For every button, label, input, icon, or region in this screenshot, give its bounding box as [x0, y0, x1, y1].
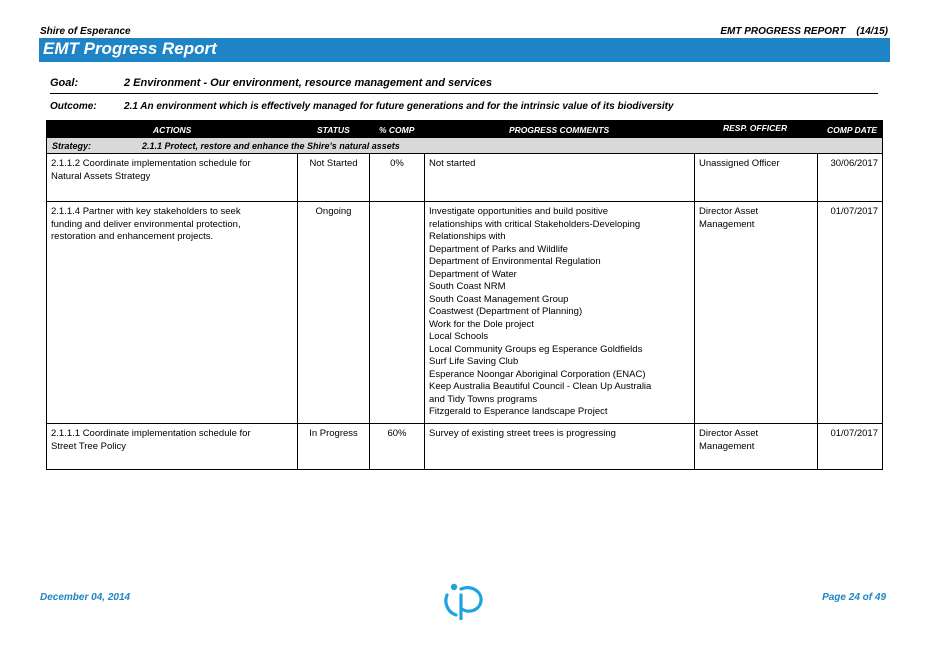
officer-cell	[695, 202, 818, 423]
outcome-label: Outcome:	[50, 101, 97, 112]
title-bar	[39, 38, 890, 62]
action-text: Street Tree Policy	[51, 440, 126, 452]
date-cell: 30/06/2017	[830, 158, 878, 169]
comment-line: Department of Water	[429, 268, 517, 280]
report-heading	[720, 26, 888, 37]
action-cell	[47, 424, 298, 469]
action-text: Natural Assets Strategy	[51, 170, 151, 182]
action-text: restoration and enhancement projects.	[51, 231, 214, 242]
status-cell: Ongoing	[298, 202, 370, 423]
officer-cell	[695, 424, 818, 469]
officer-text: Director Asset	[699, 206, 759, 217]
comments-cell	[425, 202, 695, 423]
outcome-line	[50, 101, 880, 115]
org-name: Shire of Esperance	[40, 26, 131, 37]
comment-line: Not started	[429, 158, 476, 169]
comments-cell	[425, 424, 695, 469]
status-cell: Not Started	[298, 154, 370, 201]
comment-line: Investigate opportunities and build positive	[429, 206, 609, 217]
comment-line: and Tidy Towns programs	[429, 393, 538, 405]
action-cell	[47, 154, 298, 201]
comment-line: relationships with critical Stakeholders-Developing	[429, 218, 641, 230]
col-actions: ACTIONS	[153, 125, 192, 135]
comment-line: Keep Australia Beautiful Council - Clean Up Australia	[429, 381, 652, 392]
goal-line	[50, 77, 878, 94]
comment-line: Fitzgerald to Esperance landscape Project	[429, 406, 608, 417]
comment-line: Local Community Groups eg Esperance Goldfields	[429, 343, 643, 355]
col-status: STATUS	[317, 125, 350, 135]
comment-line: Relationships with	[429, 231, 506, 242]
action-text: funding and deliver environmental protection,	[51, 218, 241, 230]
table-header	[47, 121, 882, 138]
table-row	[47, 424, 882, 469]
officer-text: Director Asset	[699, 428, 759, 439]
strategy-row	[47, 138, 882, 154]
comment-line: Local Schools	[429, 331, 489, 342]
info-logo-icon	[441, 578, 487, 620]
action-cell	[47, 202, 298, 423]
goal-value: 2 Environment - Our environment, resource management and services	[124, 77, 493, 89]
outcome-value: 2.1 An environment which is effectively managed for future generations and for the intrinsic value of its biodiversity	[124, 101, 674, 112]
comment-line: Survey of existing street trees is progressing	[429, 428, 616, 439]
action-text: 2.1.1.2 Coordinate implementation schedule for	[51, 158, 251, 169]
progress-table	[46, 120, 883, 470]
page-title: EMT Progress Report	[43, 39, 217, 58]
col-officer: RESP. OFFICER	[723, 123, 788, 133]
comment-line: Esperance Noongar Aboriginal Corporation (ENAC)	[429, 368, 646, 380]
comment-line: Work for the Dole project	[429, 318, 534, 330]
status-cell: In Progress	[298, 424, 370, 469]
comp-cell	[370, 202, 425, 423]
action-text: 2.1.1.1 Coordinate implementation schedule for	[51, 428, 251, 439]
comment-line: Department of Parks and Wildlife	[429, 243, 568, 255]
officer-cell	[695, 154, 818, 201]
comp-cell: 60%	[370, 424, 425, 469]
officer-text: Unassigned Officer	[699, 158, 780, 169]
goal-label: Goal:	[50, 77, 79, 89]
col-comments: PROGRESS COMMENTS	[509, 125, 610, 135]
officer-text: Management	[699, 218, 755, 230]
comp-cell: 0%	[370, 154, 425, 201]
comment-line: Department of Environmental Regulation	[429, 256, 601, 267]
officer-text: Management	[699, 440, 755, 452]
strategy-value: 2.1.1 Protect, restore and enhance the Shire's natural assets	[142, 141, 400, 151]
strategy-label: Strategy:	[52, 141, 92, 151]
footer-date: December 04, 2014	[40, 592, 131, 603]
table-row	[47, 202, 882, 424]
comment-line: Surf Life Saving Club	[429, 356, 519, 367]
action-text: 2.1.1.4 Partner with key stakeholders to seek	[51, 206, 241, 217]
col-comp: % COMP	[379, 125, 415, 135]
comments-cell	[425, 154, 695, 201]
comment-line: South Coast Management Group	[429, 293, 569, 305]
date-cell: 01/07/2017	[830, 428, 878, 439]
col-date: COMP DATE	[827, 125, 878, 135]
report-section: (14/15)	[856, 26, 888, 37]
footer-page: Page 24 of 49	[822, 592, 886, 603]
date-cell: 01/07/2017	[830, 206, 878, 217]
table-row	[47, 154, 882, 202]
comment-line: Coastwest (Department of Planning)	[429, 306, 583, 317]
report-name: EMT PROGRESS REPORT	[720, 26, 846, 37]
comment-line: South Coast NRM	[429, 281, 506, 292]
